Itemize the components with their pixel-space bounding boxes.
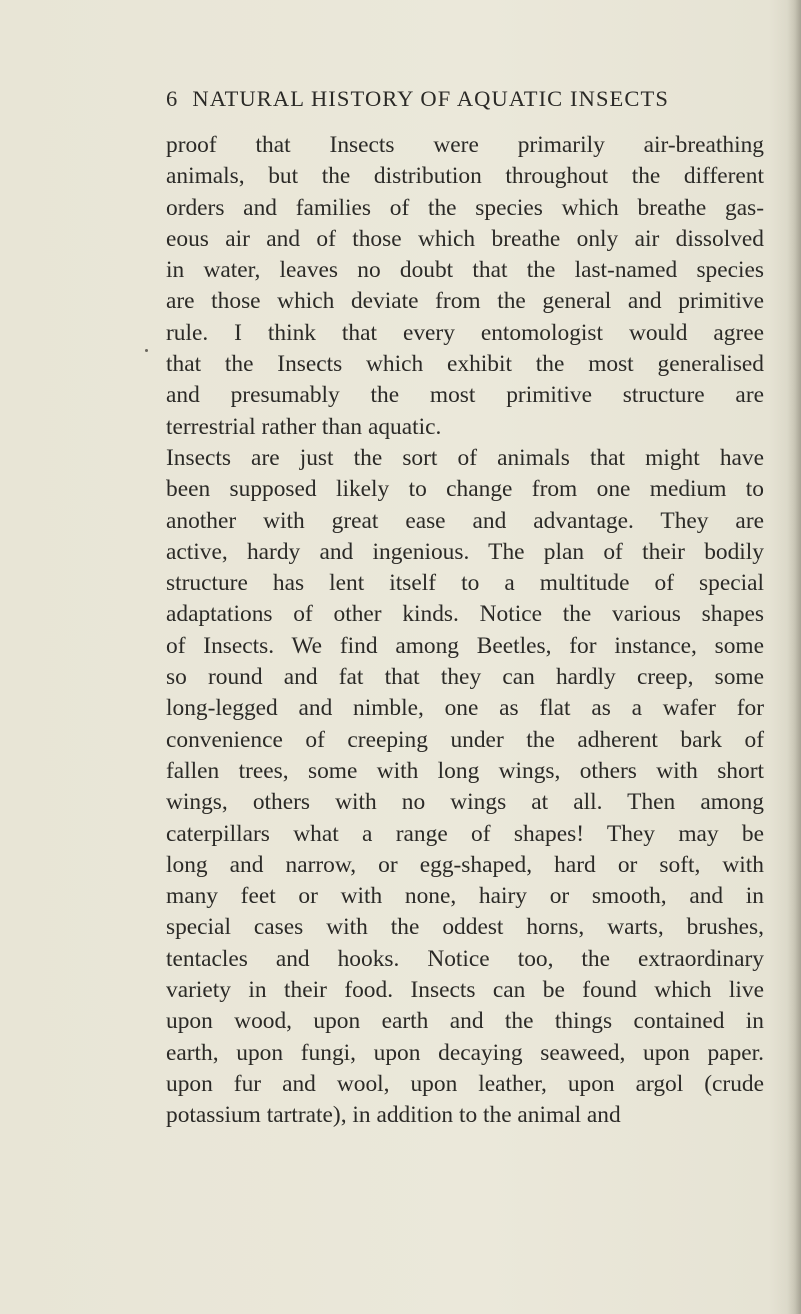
text-line: proof that Insects were primarily air-breathing [166, 132, 764, 158]
body-text [166, 130, 764, 1132]
text-line: upon wood, upon earth and the things contained in [166, 1008, 764, 1035]
text-line: long and narrow, or egg-shaped, hard or soft, with [166, 851, 764, 878]
page-number: 6 [166, 86, 179, 111]
running-header [166, 86, 766, 118]
paragraph-end-line: terrestrial rather than aquatic. [166, 413, 442, 440]
text-line: wings, others with no wings at all. Then among [166, 789, 764, 816]
text-line: animals, but the distribution throughout the different [166, 163, 764, 190]
text-line: orders and families of the species which breathe gas- [166, 194, 764, 221]
margin-mark [145, 349, 148, 352]
text-line: long-legged and nimble, one as flat as a wafer for [166, 695, 764, 722]
text-line: variety in their food. Insects can be found which live [166, 977, 764, 1004]
text-line: convenience of creeping under the adherent bark of [166, 726, 764, 753]
text-line: so round and fat that they can hardly creep, some [166, 664, 764, 691]
paragraph-start-line: Insects are just the sort of animals that might have [166, 444, 764, 471]
text-line: many feet or with none, hairy or smooth, and in [166, 883, 764, 910]
text-line: been supposed likely to change from one medium to [166, 476, 764, 503]
text-line: structure has lent itself to a multitude of special [166, 570, 764, 597]
text-line: adaptations of other kinds. Notice the various shapes [166, 601, 764, 628]
text-line: fallen trees, some with long wings, others with short [166, 757, 764, 784]
text-line: caterpillars what a range of shapes! They may be [166, 820, 764, 847]
text-line: and presumably the most primitive structure are [166, 382, 764, 409]
text-line: that the Insects which exhibit the most generalised [166, 351, 764, 378]
text-line: potassium tartrate), in addition to the animal and [166, 1102, 621, 1129]
text-line: upon fur and wool, upon leather, upon argol (crude [166, 1070, 764, 1097]
text-line: active, hardy and ingenious. The plan of their bodily [166, 538, 764, 565]
text-line: tentacles and hooks. Notice too, the extraordinary [166, 945, 764, 972]
page-edge-shadow [787, 0, 801, 1314]
text-line: in water, leaves no doubt that the last-named species [166, 257, 764, 284]
text-line: eous air and of those which breathe only air dissolved [166, 225, 764, 252]
text-line: are those which deviate from the general and primitive [166, 288, 764, 315]
text-line: special cases with the oddest horns, warts, brushes, [166, 914, 764, 941]
text-line: another with great ease and advantage. They are [166, 507, 764, 534]
text-line: of Insects. We find among Beetles, for instance, some [166, 632, 764, 659]
text-line: rule. I think that every entomologist would agree [166, 319, 764, 346]
text-line: earth, upon fungi, upon decaying seaweed, upon paper. [166, 1039, 764, 1066]
running-title: NATURAL HISTORY OF AQUATIC INSECTS [192, 86, 669, 111]
